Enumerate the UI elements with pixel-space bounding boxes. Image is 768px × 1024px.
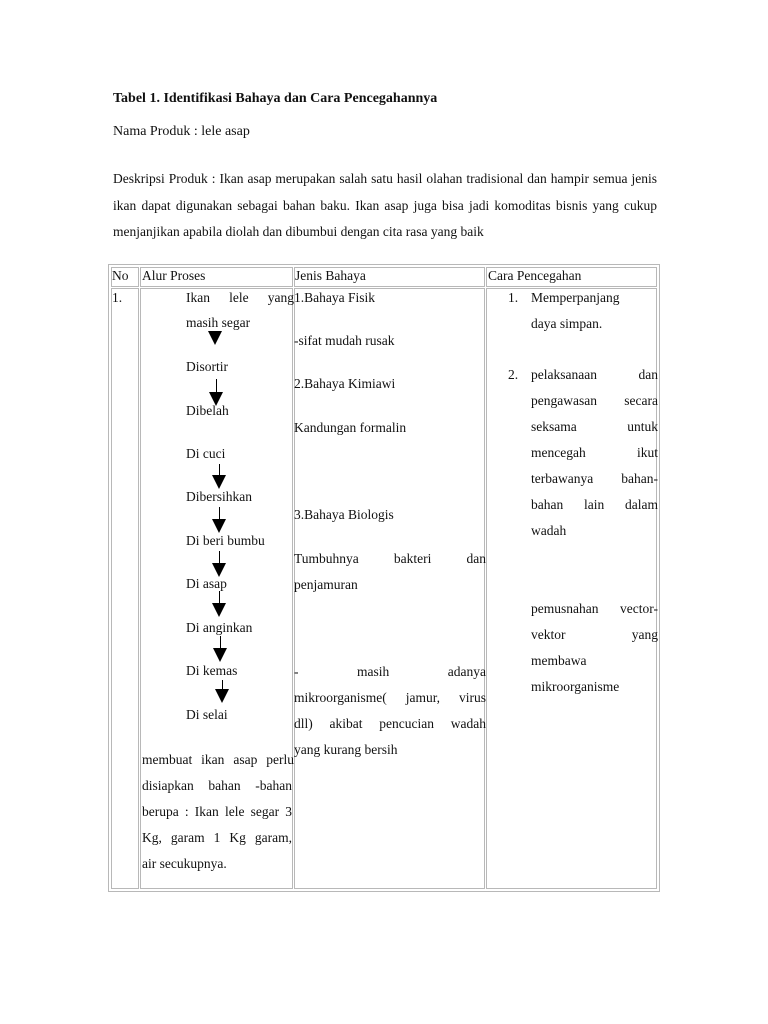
product-name: Nama Produk : lele asap [113, 124, 250, 139]
hazard-biological-desc: penjamuran [294, 577, 358, 592]
prevention-line: pengawasan secara [531, 393, 658, 408]
hazard-chemical-desc: Kandungan formalin [294, 420, 407, 435]
hazard-extra-line: mikroorganisme( jamur, virus [294, 690, 486, 705]
flow-step: Disortir [186, 359, 228, 374]
flow-step: Di anginkan [186, 620, 253, 635]
note-line: air secukupnya. [142, 856, 227, 871]
prevention-line: membawa [531, 653, 587, 668]
product-description: Deskripsi Produk : Ikan asap merupakan salah satu hasil olahan tradisional dan hampir semua jenis ikan dapat digunakan sebagai bahan baku. Ikan asap juga bisa jadi komoditas bisnis yang cukup menjanjikan apabila diolah dan dibumbui dengan cita rasa yang baik [113, 171, 657, 239]
hazard-extra-line: dll) akibat pencucian wadah [294, 716, 486, 731]
body-cell-no [111, 288, 139, 889]
hazard-biological-desc: Tumbuhnya bakteri dan [294, 551, 486, 566]
header-alur-proses: Alur Proses [142, 268, 206, 283]
header-no: No [112, 268, 129, 283]
prevention-number: 1. [508, 290, 519, 305]
flow-step: Di cuci [186, 446, 226, 461]
prevention-line: mikroorganisme [531, 679, 620, 694]
note-line: Kg, garam 1 Kg garam, [142, 830, 292, 845]
alur-note [142, 747, 294, 877]
flow-step-first-line2: masih segar [186, 315, 251, 330]
flow-step: Di selai [186, 707, 228, 722]
hazard-extra-line: yang kurang bersih [294, 742, 398, 757]
prevention-line: mencegah ikut [531, 445, 658, 460]
note-line: berupa : Ikan lele segar 3 [142, 804, 292, 819]
prevention-line: vektor yang [531, 627, 658, 642]
flow-step: Di asap [186, 576, 227, 591]
arrow-down-icon [208, 330, 224, 345]
prevention-line: pelaksanaan dan [531, 367, 658, 382]
hazard-extra-line: - masih adanya [294, 664, 486, 679]
prevention-line: terbawanya bahan- [531, 471, 658, 486]
document-title: Tabel 1. Identifikasi Bahaya dan Cara Pencegahannya [113, 91, 438, 106]
header-jenis-bahaya: Jenis Bahaya [295, 268, 366, 283]
note-line: membuat ikan asap perlu [142, 752, 294, 767]
hazard-physical-desc: -sifat mudah rusak [294, 333, 395, 348]
hazard-physical-title: 1.Bahaya Fisik [294, 290, 375, 305]
prevention-number: 2. [508, 367, 519, 382]
row-number: 1. [112, 290, 123, 305]
prevention-line: seksama untuk [531, 419, 658, 434]
prevention-line: pemusnahan vector- [531, 601, 658, 616]
hazard-biological-title: 3.Bahaya Biologis [294, 507, 394, 522]
note-line: disiapkan bahan -bahan [142, 778, 292, 793]
flow-step-first-line1: Ikan lele yang [186, 290, 294, 305]
prevention-line: Memperpanjang [531, 290, 620, 305]
arrow-down-icon [212, 591, 228, 621]
hazard-chemical-title: 2.Bahaya Kimiawi [294, 376, 396, 391]
prevention-line: wadah [531, 523, 567, 538]
flow-step: Dibelah [186, 403, 229, 418]
flow-step: Di beri bumbu [186, 533, 265, 548]
flow-step: Dibersihkan [186, 489, 252, 504]
header-cara-pencegahan: Cara Pencegahan [488, 268, 582, 283]
prevention-line: daya simpan. [531, 316, 603, 331]
prevention-line: bahan lain dalam [531, 497, 658, 512]
flow-step: Di kemas [186, 663, 238, 678]
